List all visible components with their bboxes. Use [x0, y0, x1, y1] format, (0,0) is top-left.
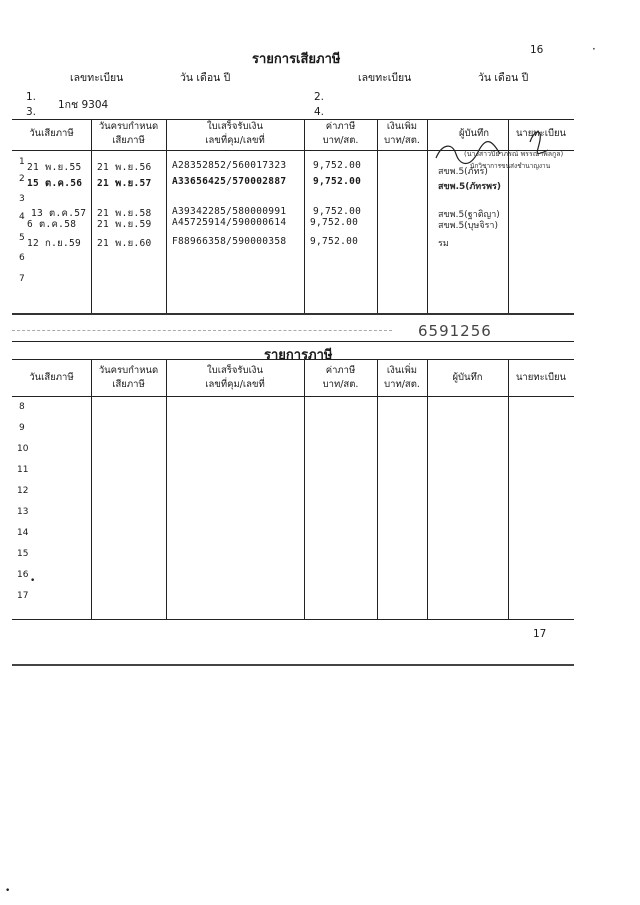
row-due-date: 21 พ.ย.59 [97, 219, 152, 230]
row-recorder: สขพ.5(บุษจิรา) [438, 221, 498, 231]
row-recorder: สขพ.5(ภัทรพร) [438, 182, 501, 192]
speck-mark: • [5, 886, 11, 896]
table1-col-divider [427, 119, 428, 313]
row-number: 13 [17, 507, 29, 517]
table2-col-divider [91, 359, 92, 619]
header-registrar: นายทะเบียน [515, 372, 567, 383]
row-due-date: 21 พ.ย.58 [97, 208, 152, 219]
entry-3-number: 3. [26, 106, 37, 118]
section1-title: รายการเสียภาษี [252, 52, 341, 67]
scan-edge-line [12, 664, 574, 666]
entry-4-number: 4. [314, 106, 325, 118]
official-stamp-signature [430, 124, 580, 184]
table2-title-divider [12, 359, 574, 360]
svg-text:นักวิชาการขนส่งชำนาญงาน: นักวิชาการขนส่งชำนาญงาน [470, 162, 551, 170]
header-extra-1: เงินเพิ่ม [386, 365, 418, 376]
header-tax-1: ค่าภาษี [325, 121, 356, 132]
row-due-date: 21 พ.ย.60 [97, 238, 152, 249]
row-tax-amount: 9,752.00 [313, 176, 362, 187]
header-recorder: ผู้บันทึก [458, 128, 490, 139]
row-tax-date: 12 ก.ย.59 [27, 238, 82, 249]
row-tax-date: 6 ต.ค.58 [27, 219, 77, 230]
header-due-date-2: เสียภาษี [112, 379, 145, 390]
row-number: 12 [17, 486, 29, 496]
row-receipt: A39342285/580000991 [172, 206, 287, 217]
header-extra-2: บาท/สต. [384, 135, 420, 146]
row-number: 1 [19, 157, 25, 167]
entry-2-number: 2. [314, 91, 325, 103]
table2-top-border [12, 341, 574, 342]
reg-label-left: เลขทะเบียน [70, 72, 124, 84]
date-label-left: วัน เดือน ปี [180, 72, 231, 84]
row-number: 16 [17, 570, 29, 580]
page-number-top: 16 [530, 44, 544, 56]
header-due-date-1: วันครบกำหนด [98, 365, 159, 376]
row-number: 7 [19, 274, 25, 284]
page-number-bottom: 17 [533, 628, 547, 640]
row-tax-date: 15 ต.ค.56 [27, 178, 83, 189]
row-tax-amount: 9,752.00 [310, 236, 359, 247]
row-number: 15 [17, 549, 29, 559]
header-receipt-1: ใบเสร็จรับเงิน [207, 121, 263, 132]
speck-mark: • [30, 576, 36, 586]
table2-col-divider [166, 359, 167, 619]
row-number: 14 [17, 528, 29, 538]
table1-col-divider [166, 119, 167, 313]
header-receipt-2: เลขที่คุม/เลขที่ [205, 135, 265, 146]
reg-label-right: เลขทะเบียน [358, 72, 412, 84]
table1-col-divider [91, 119, 92, 313]
header-extra-2: บาท/สต. [384, 379, 420, 390]
svg-text:(นางสาวปิยาภรณ์ พรรณาพลกูล): (นางสาวปิยาภรณ์ พรรณาพลกูล) [464, 150, 564, 158]
scan-edge-line [12, 330, 392, 331]
table2-bottom-border [12, 619, 574, 620]
row-number: 11 [17, 465, 29, 475]
table2-col-divider [427, 359, 428, 619]
row-number: 8 [19, 402, 25, 412]
row-number: 5 [19, 233, 25, 243]
header-due-date-2: เสียภาษี [112, 135, 145, 146]
row-number: 4 [19, 212, 25, 222]
row-recorder: สขพ.5(ฐาติญา) [438, 210, 500, 220]
table1-bottom-border [12, 313, 574, 315]
row-recorder: สขพ.5(ภัทร) [438, 167, 488, 177]
entry-1-plate: 1กช 9304 [58, 99, 109, 111]
table1-col-divider [304, 119, 305, 313]
row-due-date: 21 พ.ย.57 [97, 178, 152, 189]
speck-mark: · [592, 42, 596, 56]
row-number: 17 [17, 591, 29, 601]
header-recorder: ผู้บันทึก [452, 372, 483, 383]
header-due-date-1: วันครบกำหนด [98, 121, 159, 132]
row-receipt: A33656425/570002887 [172, 176, 287, 187]
table2-col-divider [508, 359, 509, 619]
header-tax-date: วันเสียภาษี [29, 128, 74, 139]
row-number: 10 [17, 444, 29, 454]
row-receipt: A28352852/560017323 [172, 160, 287, 171]
header-tax-1: ค่าภาษี [325, 365, 356, 376]
row-number: 2 [19, 174, 25, 184]
row-number: 6 [19, 253, 25, 263]
header-extra-1: เงินเพิ่ม [386, 121, 418, 132]
header-registrar: นายทะเบียน [515, 128, 567, 139]
date-label-right: วัน เดือน ปี [478, 72, 529, 84]
row-number: 9 [19, 423, 25, 433]
table1-col-divider [377, 119, 378, 313]
header-tax-2: บาท/สต. [322, 135, 359, 146]
row-number: 3 [19, 194, 25, 204]
row-tax-amount: 9,752.00 [310, 217, 359, 228]
table2-col-divider [304, 359, 305, 619]
table2-header-divider [12, 396, 574, 397]
row-tax-amount: 9,752.00 [313, 160, 362, 171]
partial-serial-number: 6591256 [418, 322, 492, 336]
row-receipt: F88966358/590000358 [172, 236, 287, 247]
row-receipt: A45725914/590000614 [172, 217, 287, 228]
section2-title: รายการภาษี [264, 348, 333, 363]
table2-col-divider [377, 359, 378, 619]
row-tax-date: 21 พ.ย.55 [27, 162, 82, 173]
row-recorder: รม [438, 239, 449, 249]
header-tax-2: บาท/สต. [322, 379, 359, 390]
header-tax-date: วันเสียภาษี [29, 372, 74, 383]
entry-1-number: 1. [26, 91, 37, 103]
row-due-date: 21 พ.ย.56 [97, 162, 152, 173]
row-tax-amount: 9,752.00 [313, 206, 362, 217]
header-receipt-2: เลขที่คุม/เลขที่ [205, 379, 265, 390]
header-receipt-1: ใบเสร็จรับเงิน [207, 365, 263, 376]
row-tax-date: 13 ต.ค.57 [31, 208, 87, 219]
